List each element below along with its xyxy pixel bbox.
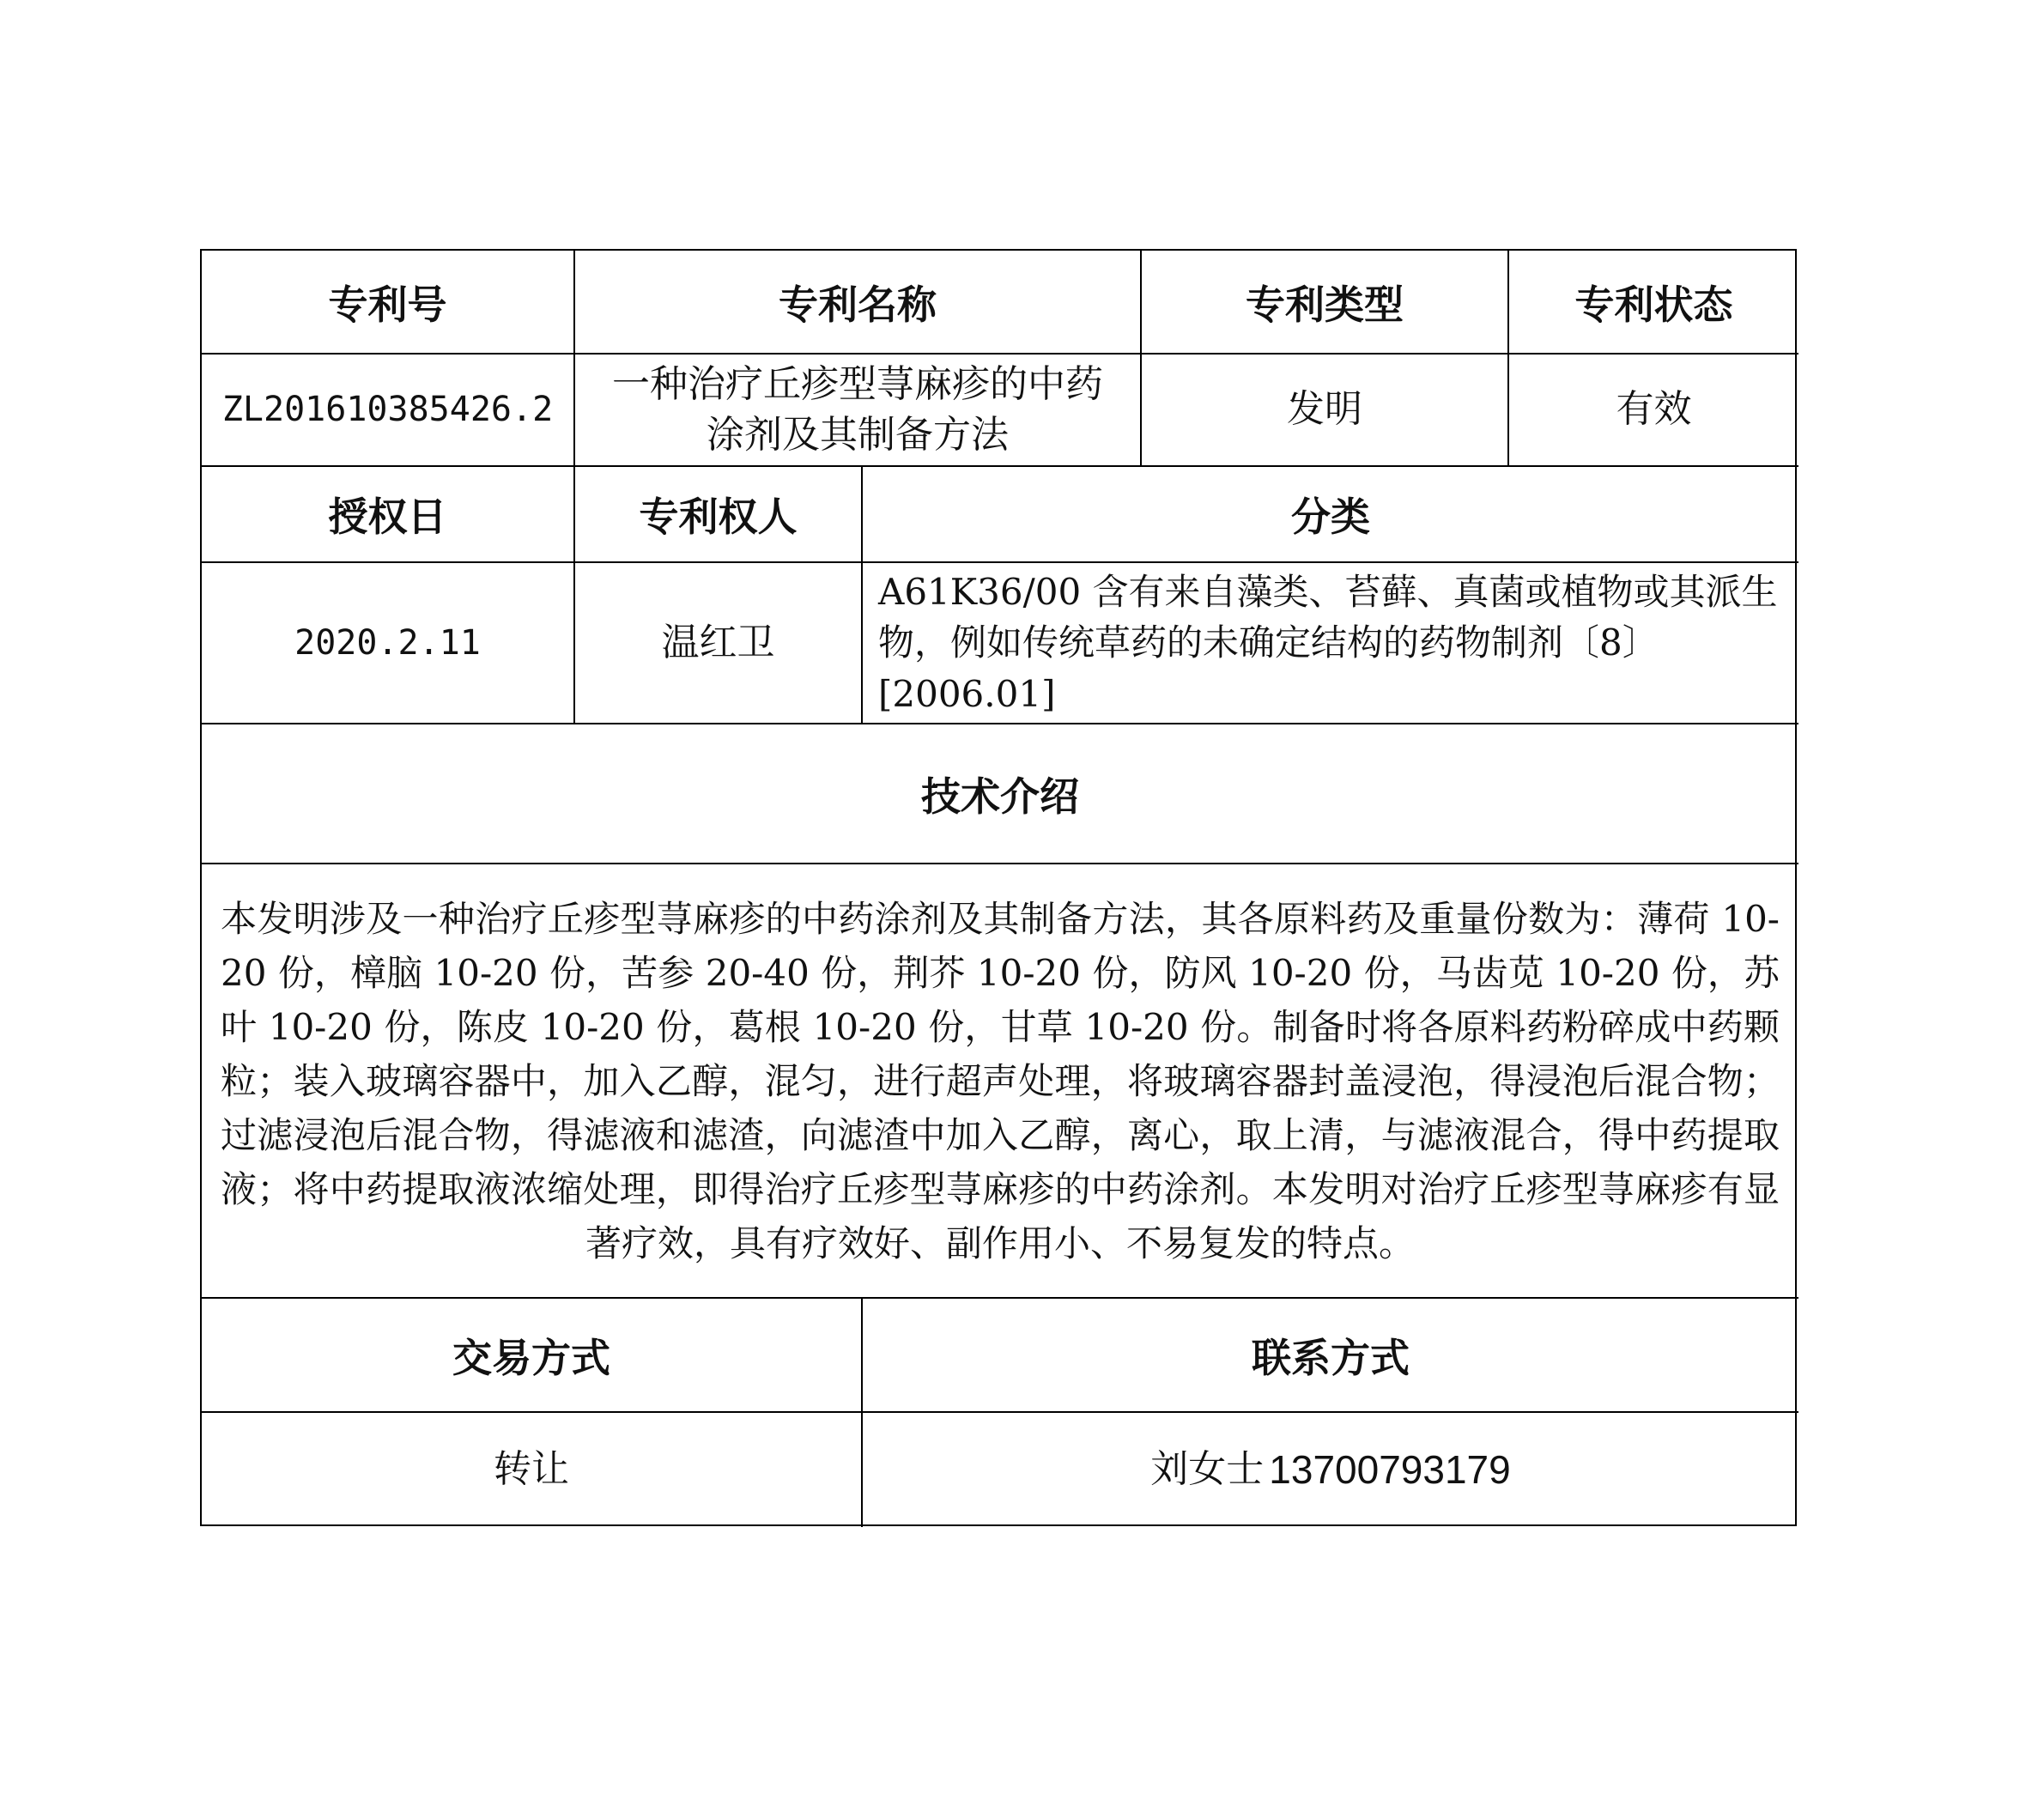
classification-value: A61K36/00 含有来自藻类、苔藓、真菌或植物或其派生物，例如传统草药的未确定结构的药物制剂〔8〕[2006.01] xyxy=(863,563,1798,724)
header-contact: 联系方式 xyxy=(863,1299,1798,1413)
header-patentee: 专利权人 xyxy=(575,467,863,563)
contact-cell xyxy=(863,1413,1798,1527)
trade-method-value: 转让 xyxy=(202,1413,863,1527)
contact-phone: 13700793179 xyxy=(1269,1447,1511,1493)
tech-intro-cell xyxy=(202,864,1798,1299)
contact-name: 刘女士 xyxy=(1150,1447,1265,1492)
patent-name-value: 一种治疗丘疹型荨麻疹的中药涂剂及其制备方法 xyxy=(575,355,1142,467)
header-patent-no: 专利号 xyxy=(202,251,575,355)
header-patent-name: 专利名称 xyxy=(575,251,1142,355)
header-classification: 分类 xyxy=(863,467,1798,563)
patent-info-table xyxy=(200,249,1797,1526)
patentee-value: 温红卫 xyxy=(575,563,863,724)
tech-intro-text: 本发明涉及一种治疗丘疹型荨麻疹的中药涂剂及其制备方法，其各原料药及重量份数为：薄荷 10-20 份，樟脑 10-20 份，苦参 20-40 份，荆芥 10-20 份，防风 10-20 份，马齿苋 10-20 份，苏叶 10-20 份，陈皮 10-20 份，葛根 10-20 份，甘草 10-20 份。制备时将各原料药粉碎成中药颗粒；装入玻璃容器中，加入乙醇，混匀，进行超声处理，将玻璃容器封盖浸泡，得浸泡后混合物；过滤浸泡后混合物，得滤液和滤渣，向滤渣中加入乙醇，离心，取上清，与滤液混合，得中药提取液；将中药提取液浓缩处理，即得治疗丘疹型荨麻疹的中药涂剂。本发明对治疗丘疹型荨麻疹有显著疗效，具有疗效好、副作用小、不易复发的特点。 xyxy=(221,897,1780,1264)
patent-status-value: 有效 xyxy=(1509,355,1798,467)
header-tech-intro: 技术介绍 xyxy=(202,724,1798,864)
header-grant-date: 授权日 xyxy=(202,467,575,563)
patent-no-value: ZL201610385426.2 xyxy=(202,355,575,467)
header-patent-type: 专利类型 xyxy=(1142,251,1509,355)
grant-date-value: 2020.2.11 xyxy=(202,563,575,724)
patent-type-value: 发明 xyxy=(1142,355,1509,467)
header-patent-status: 专利状态 xyxy=(1509,251,1798,355)
header-trade-method: 交易方式 xyxy=(202,1299,863,1413)
